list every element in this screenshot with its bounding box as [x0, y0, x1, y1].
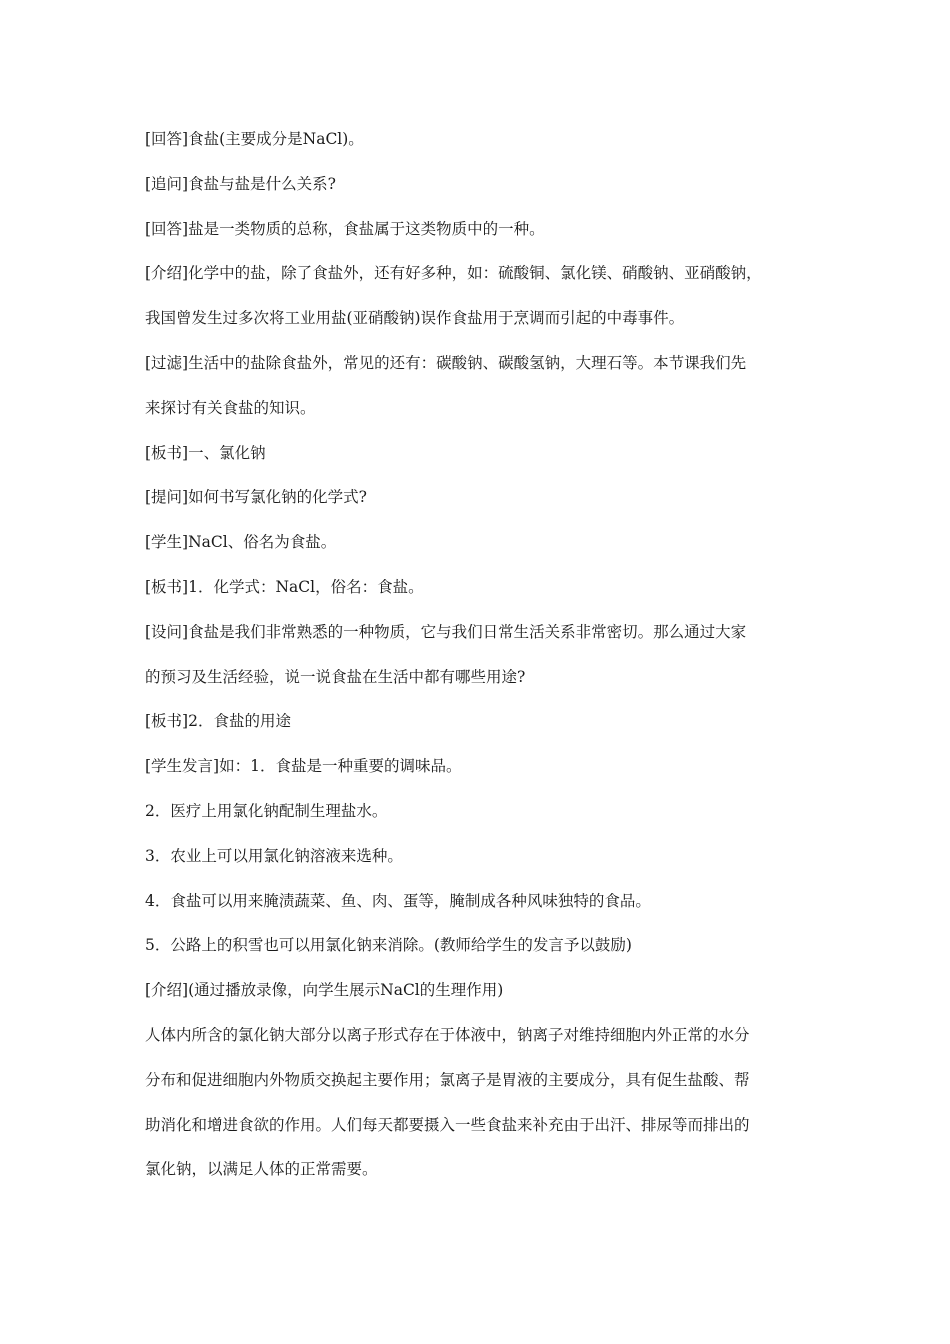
text-line: 人体内所含的氯化钠大部分以离子形式存在于体液中，钠离子对维持细胞内外正常的水分: [145, 1025, 750, 1044]
text-line: 5．公路上的积雪也可以用氯化钠来消除。(教师给学生的发言予以鼓励): [145, 936, 632, 955]
text-line: [学生]NaCl、俗名为食盐。: [145, 533, 337, 552]
text-line: [回答]盐是一类物质的总称，食盐属于这类物质中的一种。: [145, 219, 545, 238]
text-line: 2．医疗上用氯化钠配制生理盐水。: [145, 801, 388, 820]
text-line: 分布和促进细胞内外物质交换起主要作用；氯离子是胃液的主要成分，具有促生盐酸、帮: [145, 1070, 750, 1089]
text-line: 我国曾发生过多次将工业用盐(亚硝酸钠)误作食盐用于烹调而引起的中毒事件。: [145, 309, 685, 328]
text-line: 氯化钠，以满足人体的正常需要。: [145, 1160, 378, 1179]
text-line: [板书]一、氯化钠: [145, 443, 266, 462]
text-line: [回答]食盐(主要成分是NaCl)。: [145, 130, 364, 148]
text-line: [板书]2．食盐的用途: [145, 712, 291, 731]
text-line: [学生发言]如：1．食盐是一种重要的调味品。: [145, 757, 462, 776]
text-line: [板书]1．化学式：NaCl，俗名：食盐。: [145, 577, 424, 596]
text-line: 的预习及生活经验，说一说食盐在生活中都有哪些用途?: [145, 667, 526, 686]
text-line: [介绍]化学中的盐，除了食盐外，还有好多种，如：硫酸铜、氯化镁、硝酸钠、亚硝酸钠，: [145, 264, 762, 283]
text-line: [过滤]生活中的盐除食盐外，常见的还有：碳酸钠、碳酸氢钠，大理石等。本节课我们先: [145, 353, 747, 372]
text-line: [介绍](通过播放录像，向学生展示NaCl的生理作用): [145, 981, 504, 1000]
text-line: [追问]食盐与盐是什么关系?: [145, 174, 336, 193]
text-line: 4．食盐可以用来腌渍蔬菜、鱼、肉、蛋等，腌制成各种风味独特的食品。: [145, 891, 651, 910]
document-body: [145, 122, 805, 1197]
text-line: 3．农业上可以用氯化钠溶液来选种。: [145, 846, 403, 865]
text-line: 助消化和增进食欲的作用。人们每天都要摄入一些食盐来补充由于出汗、排尿等而排出的: [145, 1115, 750, 1134]
text-line: [设问]食盐是我们非常熟悉的一种物质，它与我们日常生活关系非常密切。那么通过大家: [145, 622, 747, 641]
text-line: 来探讨有关食盐的知识。: [145, 398, 316, 417]
text-line: [提问]如何书写氯化钠的化学式?: [145, 488, 367, 507]
